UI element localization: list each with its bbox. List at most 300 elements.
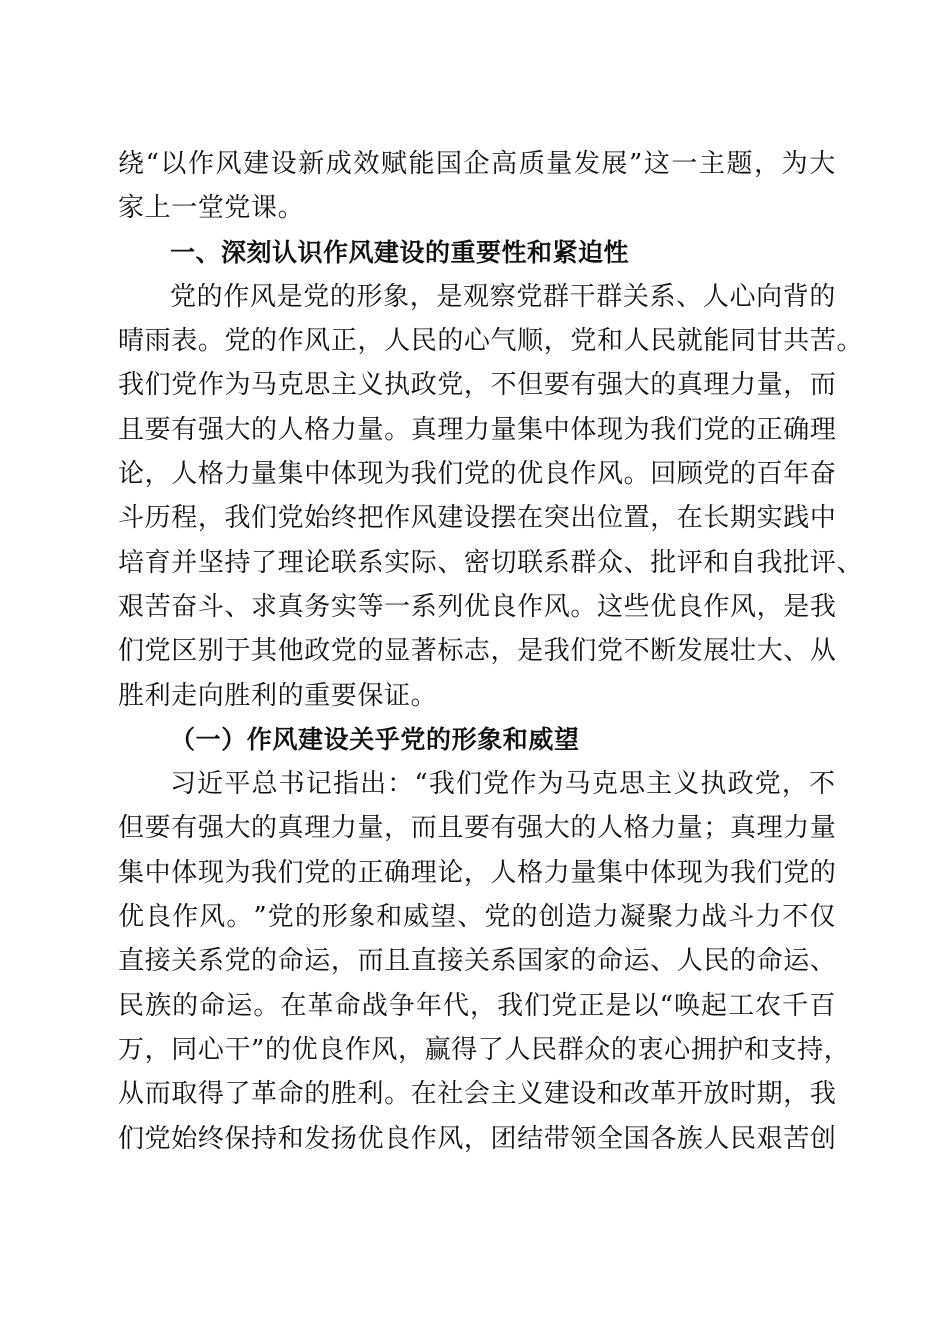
glyph: 成 — [325, 149, 353, 179]
glyph: 的 — [490, 459, 518, 490]
glyph: 察 — [489, 281, 517, 312]
glyph: 系 — [543, 547, 571, 578]
section-heading: 一、深刻认识作风建设的重要性和紧迫性 — [170, 237, 630, 267]
glyph: 是 — [783, 591, 810, 622]
glyph: 望 — [430, 902, 457, 933]
glyph: 力 — [783, 813, 810, 844]
glyph: 命 — [199, 990, 226, 1021]
glyph: 关 — [463, 946, 491, 977]
glyph: 心 — [197, 1034, 225, 1065]
glyph: 能 — [408, 149, 436, 179]
glyph: 们 — [456, 769, 483, 800]
glyph: 习 — [170, 769, 197, 800]
text-line — [118, 851, 836, 895]
glyph: 建 — [437, 503, 464, 534]
glyph: 了 — [224, 1079, 252, 1110]
glyph: 正 — [578, 990, 605, 1021]
glyph: 良 — [145, 902, 172, 933]
glyph: 良 — [490, 591, 518, 622]
glyph: 历 — [144, 503, 172, 534]
glyph: ， — [330, 946, 358, 977]
glyph: 作 — [277, 326, 305, 357]
glyph: 评 — [809, 547, 837, 578]
glyph: 直 — [410, 946, 438, 977]
glyph: 有 — [570, 370, 597, 401]
glyph: 且 — [384, 946, 411, 977]
glyph: 人 — [504, 1034, 532, 1065]
glyph: 人 — [703, 1123, 731, 1154]
glyph: 作 — [197, 370, 225, 401]
glyph: 摆 — [490, 503, 518, 534]
glyph: 党 — [783, 857, 810, 888]
glyph: 的 — [294, 902, 322, 933]
glyph: 党 — [516, 281, 543, 312]
glyph: 们 — [524, 990, 551, 1021]
glyph: 良 — [543, 459, 571, 490]
glyph: 政 — [410, 370, 438, 401]
glyph: 主 — [330, 370, 358, 401]
glyph: 的 — [196, 281, 224, 312]
glyph: 列 — [437, 591, 464, 622]
glyph: 关 — [622, 281, 650, 312]
glyph: 人 — [490, 857, 518, 888]
glyph: ， — [650, 503, 677, 534]
glyph: 他 — [277, 636, 305, 667]
glyph: 们 — [277, 857, 305, 888]
glyph: 终 — [330, 503, 358, 534]
glyph: 马 — [251, 370, 278, 401]
glyph: 取 — [171, 1079, 198, 1110]
glyph: 系 — [490, 946, 518, 977]
glyph: 运 — [304, 946, 331, 977]
glyph: 的 — [650, 370, 677, 401]
glyph: 党 — [170, 281, 197, 312]
glyph: 为 — [384, 459, 411, 490]
glyph: 书 — [278, 769, 306, 800]
glyph: 体 — [330, 459, 358, 490]
glyph: 。 — [253, 990, 280, 1021]
glyph: 众 — [584, 1034, 611, 1065]
glyph: 力 — [543, 857, 571, 888]
glyph: 扬 — [330, 1123, 358, 1154]
glyph: 和 — [596, 1079, 624, 1110]
glyph: 拥 — [690, 1034, 718, 1065]
glyph: 大 — [224, 813, 252, 844]
glyph: 民 — [410, 326, 438, 357]
glyph: 开 — [676, 1079, 704, 1110]
glyph: ： — [387, 769, 414, 800]
text-line — [118, 319, 864, 363]
glyph: 利 — [357, 1079, 385, 1110]
glyph: 从 — [118, 1079, 145, 1110]
glyph: 量 — [490, 414, 518, 445]
glyph: 顺 — [517, 326, 544, 357]
glyph: 众 — [596, 547, 624, 578]
glyph: ， — [783, 1079, 810, 1110]
glyph: 发 — [304, 1123, 331, 1154]
glyph: 总 — [251, 769, 279, 800]
glyph: 威 — [403, 902, 430, 933]
glyph: 置 — [623, 503, 651, 534]
glyph: 企 — [463, 149, 491, 179]
glyph: 设 — [463, 503, 491, 534]
glyph: 党 — [483, 769, 510, 800]
glyph: 发 — [676, 636, 704, 667]
glyph: 高 — [491, 149, 518, 179]
glyph: 真 — [676, 370, 704, 401]
glyph: 党 — [267, 902, 295, 933]
glyph: 风 — [215, 149, 243, 179]
glyph: 近 — [197, 769, 224, 800]
glyph: 理 — [277, 547, 305, 578]
glyph: 质 — [518, 149, 546, 179]
glyph: 系 — [197, 946, 225, 977]
glyph: 力 — [592, 902, 620, 933]
glyph: 系 — [410, 591, 438, 622]
glyph: 良 — [676, 591, 704, 622]
glyph: 赋 — [380, 149, 408, 179]
glyph: 形 — [321, 902, 349, 933]
subsection-heading: （一）作风建设关乎党的形象和威望 — [170, 724, 580, 754]
glyph: 风 — [543, 591, 571, 622]
glyph: 起 — [701, 990, 728, 1021]
glyph: 在 — [410, 1079, 438, 1110]
glyph: 风 — [371, 1034, 398, 1065]
glyph: 力 — [463, 414, 491, 445]
glyph: 国 — [436, 149, 463, 179]
glyph: 我 — [543, 636, 571, 667]
text-line — [118, 939, 836, 983]
glyph: 发 — [573, 149, 601, 179]
glyph: 国 — [623, 1123, 651, 1154]
glyph: 。 — [570, 591, 597, 622]
glyph: 。 — [836, 326, 864, 357]
document-page — [118, 142, 864, 1161]
glyph: 量 — [546, 149, 573, 179]
glyph: 百 — [809, 990, 836, 1021]
glyph: 。 — [226, 902, 253, 933]
glyph: 我 — [497, 990, 524, 1021]
glyph: 真 — [730, 813, 757, 844]
glyph: 形 — [356, 281, 384, 312]
glyph: 运 — [783, 946, 810, 977]
glyph: 政 — [727, 769, 755, 800]
glyph: 真 — [277, 813, 305, 844]
glyph: 风 — [410, 503, 438, 534]
glyph: 族 — [676, 1123, 704, 1154]
glyph: 出 — [360, 769, 387, 800]
glyph: 真 — [410, 414, 438, 445]
glyph: 农 — [755, 990, 782, 1021]
glyph: 大 — [756, 636, 784, 667]
glyph: 作 — [172, 902, 199, 933]
glyph: 得 — [451, 1034, 478, 1065]
glyph: 胜 — [330, 1079, 358, 1110]
text-line — [118, 806, 836, 850]
glyph: 的 — [570, 813, 597, 844]
glyph: 我 — [118, 370, 145, 401]
glyph: 党 — [437, 370, 464, 401]
glyph: 的 — [264, 1034, 292, 1065]
glyph: 党 — [551, 990, 578, 1021]
glyph: 强 — [517, 813, 544, 844]
glyph: 持 — [224, 547, 252, 578]
glyph: 克 — [277, 370, 305, 401]
glyph: 凝 — [619, 902, 647, 933]
glyph: 向 — [756, 281, 783, 312]
glyph: 作 — [187, 149, 215, 179]
glyph: 联 — [517, 547, 544, 578]
glyph: 我 — [650, 414, 677, 445]
glyph: 党 — [171, 370, 198, 401]
glyph: 论 — [118, 459, 145, 490]
text-line — [118, 629, 836, 673]
glyph: 大 — [543, 813, 571, 844]
glyph: 象 — [383, 281, 410, 312]
glyph: “ — [145, 149, 160, 179]
glyph: 心 — [463, 326, 491, 357]
glyph: 民 — [703, 946, 731, 977]
glyph: ， — [463, 857, 491, 888]
glyph: 区 — [171, 636, 198, 667]
glyph: 设 — [270, 149, 298, 179]
glyph: 风 — [304, 326, 331, 357]
glyph: 们 — [118, 1123, 145, 1154]
glyph: 党 — [303, 281, 330, 312]
glyph: 义 — [673, 769, 700, 800]
glyph: 实 — [756, 503, 784, 534]
glyph: 但 — [517, 370, 544, 401]
text-line: 胜利走向胜利的重要保证。 — [118, 680, 438, 711]
glyph: 得 — [197, 1079, 225, 1110]
glyph: 命 — [596, 946, 624, 977]
glyph: ， — [463, 370, 491, 401]
glyph: 、 — [809, 946, 837, 977]
glyph: 风 — [596, 459, 624, 490]
glyph: 力 — [755, 902, 782, 933]
glyph: 量 — [756, 370, 784, 401]
glyph: 并 — [171, 547, 198, 578]
text-line — [118, 452, 836, 496]
glyph: 坚 — [197, 547, 225, 578]
glyph: 们 — [251, 503, 278, 534]
glyph: 际 — [410, 547, 438, 578]
glyph: 别 — [197, 636, 225, 667]
glyph: 运 — [623, 946, 651, 977]
glyph: 践 — [783, 503, 810, 534]
glyph: 主 — [490, 1079, 518, 1110]
glyph: 风 — [199, 902, 226, 933]
glyph: 。 — [197, 326, 225, 357]
glyph: 千 — [782, 990, 809, 1021]
glyph: 为 — [224, 857, 252, 888]
glyph: ” — [251, 1034, 265, 1065]
glyph: 年 — [415, 990, 443, 1021]
glyph: 出 — [570, 503, 597, 534]
glyph: ， — [781, 769, 809, 800]
glyph: 在 — [676, 503, 704, 534]
glyph: 确 — [783, 414, 810, 445]
glyph: 万 — [118, 1034, 145, 1065]
glyph: 格 — [517, 857, 544, 888]
glyph: 建 — [543, 1079, 571, 1110]
glyph: 为 — [703, 857, 731, 888]
glyph: 标 — [437, 636, 464, 667]
glyph: 的 — [610, 1034, 638, 1065]
glyph: 心 — [664, 1034, 691, 1065]
glyph: 批 — [783, 547, 810, 578]
glyph: 作 — [344, 1034, 372, 1065]
glyph: 的 — [809, 281, 836, 312]
glyph: ， — [823, 1034, 851, 1065]
glyph: 赢 — [424, 1034, 452, 1065]
glyph: 党 — [570, 326, 597, 357]
glyph: 实 — [384, 547, 411, 578]
glyph: 苦 — [144, 591, 172, 622]
glyph: 有 — [171, 813, 198, 844]
glyph: 的 — [437, 326, 464, 357]
glyph: 不 — [490, 370, 518, 401]
glyph: 苦 — [783, 1123, 810, 1154]
glyph: 强 — [596, 370, 624, 401]
glyph: 于 — [224, 636, 252, 667]
glyph: ， — [398, 1034, 425, 1065]
glyph: 题 — [726, 149, 754, 179]
glyph: 的 — [251, 414, 278, 445]
text-line — [118, 496, 836, 540]
glyph: 观 — [463, 281, 490, 312]
glyph: 要 — [543, 370, 571, 401]
glyph: 作 — [384, 503, 411, 534]
glyph: 义 — [517, 1079, 544, 1110]
text-line — [118, 585, 836, 629]
glyph: ” — [628, 149, 643, 179]
glyph: ” — [253, 902, 268, 933]
glyph: 、 — [437, 547, 464, 578]
glyph: 命 — [756, 946, 784, 977]
glyph: ； — [703, 813, 731, 844]
glyph: “ — [414, 769, 429, 800]
glyph: 把 — [357, 503, 385, 534]
glyph: 量 — [251, 459, 278, 490]
glyph: 带 — [543, 1123, 571, 1154]
glyph: 主 — [698, 149, 726, 179]
glyph: 平 — [224, 769, 251, 800]
glyph: 确 — [384, 857, 411, 888]
glyph: 力 — [330, 813, 358, 844]
glyph: 实 — [330, 591, 358, 622]
glyph: 斗 — [197, 591, 225, 622]
glyph: 。 — [384, 414, 411, 445]
glyph: 、 — [623, 547, 651, 578]
glyph: 强 — [197, 813, 225, 844]
glyph: 密 — [463, 547, 491, 578]
glyph: 体 — [650, 857, 677, 888]
glyph: 论 — [304, 547, 331, 578]
glyph: 新 — [298, 149, 325, 179]
glyph: 要 — [144, 414, 172, 445]
glyph: 而 — [809, 370, 837, 401]
glyph: 义 — [357, 370, 385, 401]
glyph: 同 — [730, 326, 757, 357]
glyph: 集 — [277, 459, 305, 490]
glyph: 革 — [307, 990, 335, 1021]
glyph: 们 — [570, 636, 597, 667]
glyph: 干 — [224, 1034, 252, 1065]
glyph: 人 — [384, 326, 411, 357]
glyph: 同 — [171, 1034, 198, 1065]
glyph: 育 — [144, 547, 172, 578]
glyph: 思 — [304, 370, 331, 401]
text-line: 家上一堂党课。 — [118, 193, 305, 224]
glyph: 现 — [357, 459, 385, 490]
glyph: 终 — [197, 1123, 225, 1154]
glyph: 作 — [517, 591, 544, 622]
glyph: 斗 — [728, 902, 755, 933]
text-line — [118, 1117, 836, 1161]
glyph: 党 — [463, 459, 491, 490]
glyph: 党 — [330, 636, 358, 667]
glyph: 壮 — [730, 636, 757, 667]
glyph: 正 — [330, 326, 358, 357]
glyph: 不 — [809, 769, 836, 800]
glyph: 群 — [557, 1034, 585, 1065]
glyph: 中 — [623, 857, 651, 888]
glyph: 效 — [353, 149, 380, 179]
glyph: 在 — [517, 503, 544, 534]
glyph: 结 — [517, 1123, 544, 1154]
glyph: 作 — [410, 1123, 438, 1154]
glyph: 力 — [673, 902, 701, 933]
glyph: 的 — [251, 326, 278, 357]
glyph: 是 — [276, 281, 304, 312]
glyph: 党 — [224, 326, 252, 357]
glyph: ， — [490, 636, 518, 667]
glyph: 些 — [623, 591, 651, 622]
glyph: 人 — [171, 459, 198, 490]
text-line — [118, 408, 836, 452]
glyph: 格 — [197, 459, 225, 490]
glyph: 持 — [251, 1123, 278, 1154]
glyph: 切 — [490, 547, 518, 578]
glyph: 的 — [329, 281, 357, 312]
glyph: 马 — [564, 769, 592, 800]
glyph: 的 — [357, 636, 385, 667]
glyph: 们 — [676, 414, 704, 445]
glyph: 力 — [330, 414, 358, 445]
glyph: 我 — [756, 547, 784, 578]
glyph: 良 — [384, 1123, 411, 1154]
glyph: 期 — [730, 503, 757, 534]
glyph: 党 — [144, 636, 172, 667]
glyph: 中 — [809, 503, 837, 534]
text-line — [118, 762, 836, 806]
glyph: 的 — [172, 990, 199, 1021]
glyph: 力 — [730, 370, 757, 401]
glyph: 的 — [251, 813, 278, 844]
glyph: 现 — [197, 857, 225, 888]
text-line — [118, 541, 864, 585]
glyph: 人 — [702, 281, 730, 312]
glyph: 背 — [782, 281, 810, 312]
glyph: 记 — [305, 769, 333, 800]
glyph: 的 — [570, 946, 597, 977]
glyph: 民 — [730, 1123, 757, 1154]
glyph: 评 — [676, 547, 704, 578]
glyph: 命 — [334, 990, 362, 1021]
glyph: 斗 — [118, 503, 145, 534]
glyph: 人 — [596, 813, 624, 844]
